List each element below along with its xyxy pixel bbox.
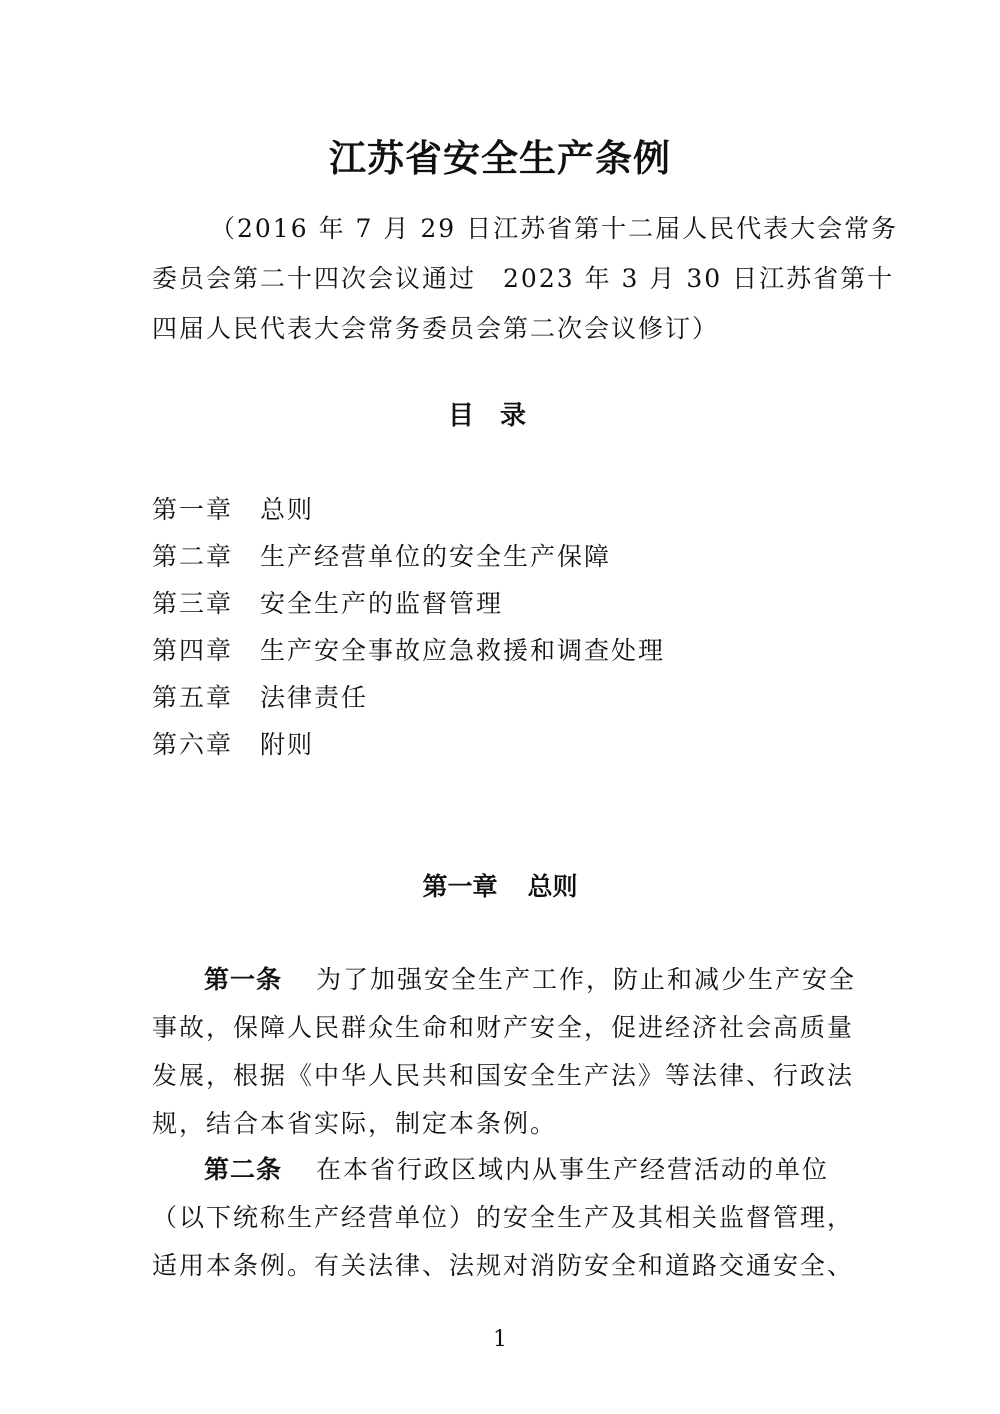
article-line: 适用本条例。有关法律、法规对消防安全和道路交通安全、 bbox=[152, 1251, 855, 1280]
enactment-note bbox=[152, 204, 899, 354]
toc-chapter-title: 总则 bbox=[260, 495, 315, 524]
enactment-note-line: 四届人民代表大会常务委员会第二次会议修订） bbox=[152, 314, 720, 343]
toc-chapter-number: 第四章 bbox=[152, 636, 234, 665]
toc-entry bbox=[152, 674, 852, 721]
article-line: 发展，根据《中华人民共和国安全生产法》等法律、行政法 bbox=[152, 1061, 855, 1090]
chapter-number: 第一章 bbox=[422, 872, 498, 901]
document-title: 江苏省安全生产条例 bbox=[329, 136, 671, 180]
toc-chapter-number: 第六章 bbox=[152, 730, 234, 759]
toc-chapter-number: 第一章 bbox=[152, 495, 234, 524]
article bbox=[152, 1146, 855, 1290]
toc-chapter-number: 第三章 bbox=[152, 589, 234, 618]
chapter-title: 总则 bbox=[527, 872, 578, 901]
toc-chapter-title: 安全生产的监督管理 bbox=[260, 589, 504, 618]
article-label: 第二条 bbox=[204, 1155, 283, 1184]
toc-heading: 目录 bbox=[447, 401, 552, 431]
article-label: 第一条 bbox=[204, 965, 283, 994]
article-line bbox=[152, 956, 857, 1004]
toc-chapter-title: 法律责任 bbox=[260, 683, 369, 712]
toc-chapter-title: 生产安全事故应急救援和调查处理 bbox=[260, 636, 666, 665]
article bbox=[152, 956, 857, 1148]
enactment-note-line: （2016 年 7 月 29 日江苏省第十二届人民代表大会常务 bbox=[210, 214, 899, 243]
toc-chapter-number: 第二章 bbox=[152, 542, 234, 571]
toc-entry bbox=[152, 533, 852, 580]
toc-entry bbox=[152, 721, 852, 768]
page-number: 1 bbox=[493, 1327, 507, 1352]
article-line: 规，结合本省实际，制定本条例。 bbox=[152, 1109, 558, 1138]
chapter-heading bbox=[0, 863, 1000, 911]
article-text: 在本省行政区域内从事生产经营活动的单位 bbox=[316, 1155, 830, 1184]
article-line: 事故，保障人民群众生命和财产安全，促进经济社会高质量 bbox=[152, 1013, 855, 1042]
enactment-note-line: 委员会第二十四次会议通过 2023 年 3 月 30 日江苏省第十 bbox=[152, 264, 895, 293]
toc-chapter-title: 附则 bbox=[260, 730, 315, 759]
toc-entry bbox=[152, 627, 852, 674]
article-line bbox=[152, 1146, 852, 1194]
table-of-contents bbox=[152, 486, 852, 768]
toc-entry bbox=[152, 580, 852, 627]
toc-entry bbox=[152, 486, 852, 533]
toc-chapter-number: 第五章 bbox=[152, 683, 234, 712]
toc-chapter-title: 生产经营单位的安全生产保障 bbox=[260, 542, 612, 571]
article-line: （以下统称生产经营单位）的安全生产及其相关监督管理， bbox=[152, 1203, 855, 1232]
article-text: 为了加强安全生产工作，防止和减少生产安全 bbox=[316, 965, 857, 994]
